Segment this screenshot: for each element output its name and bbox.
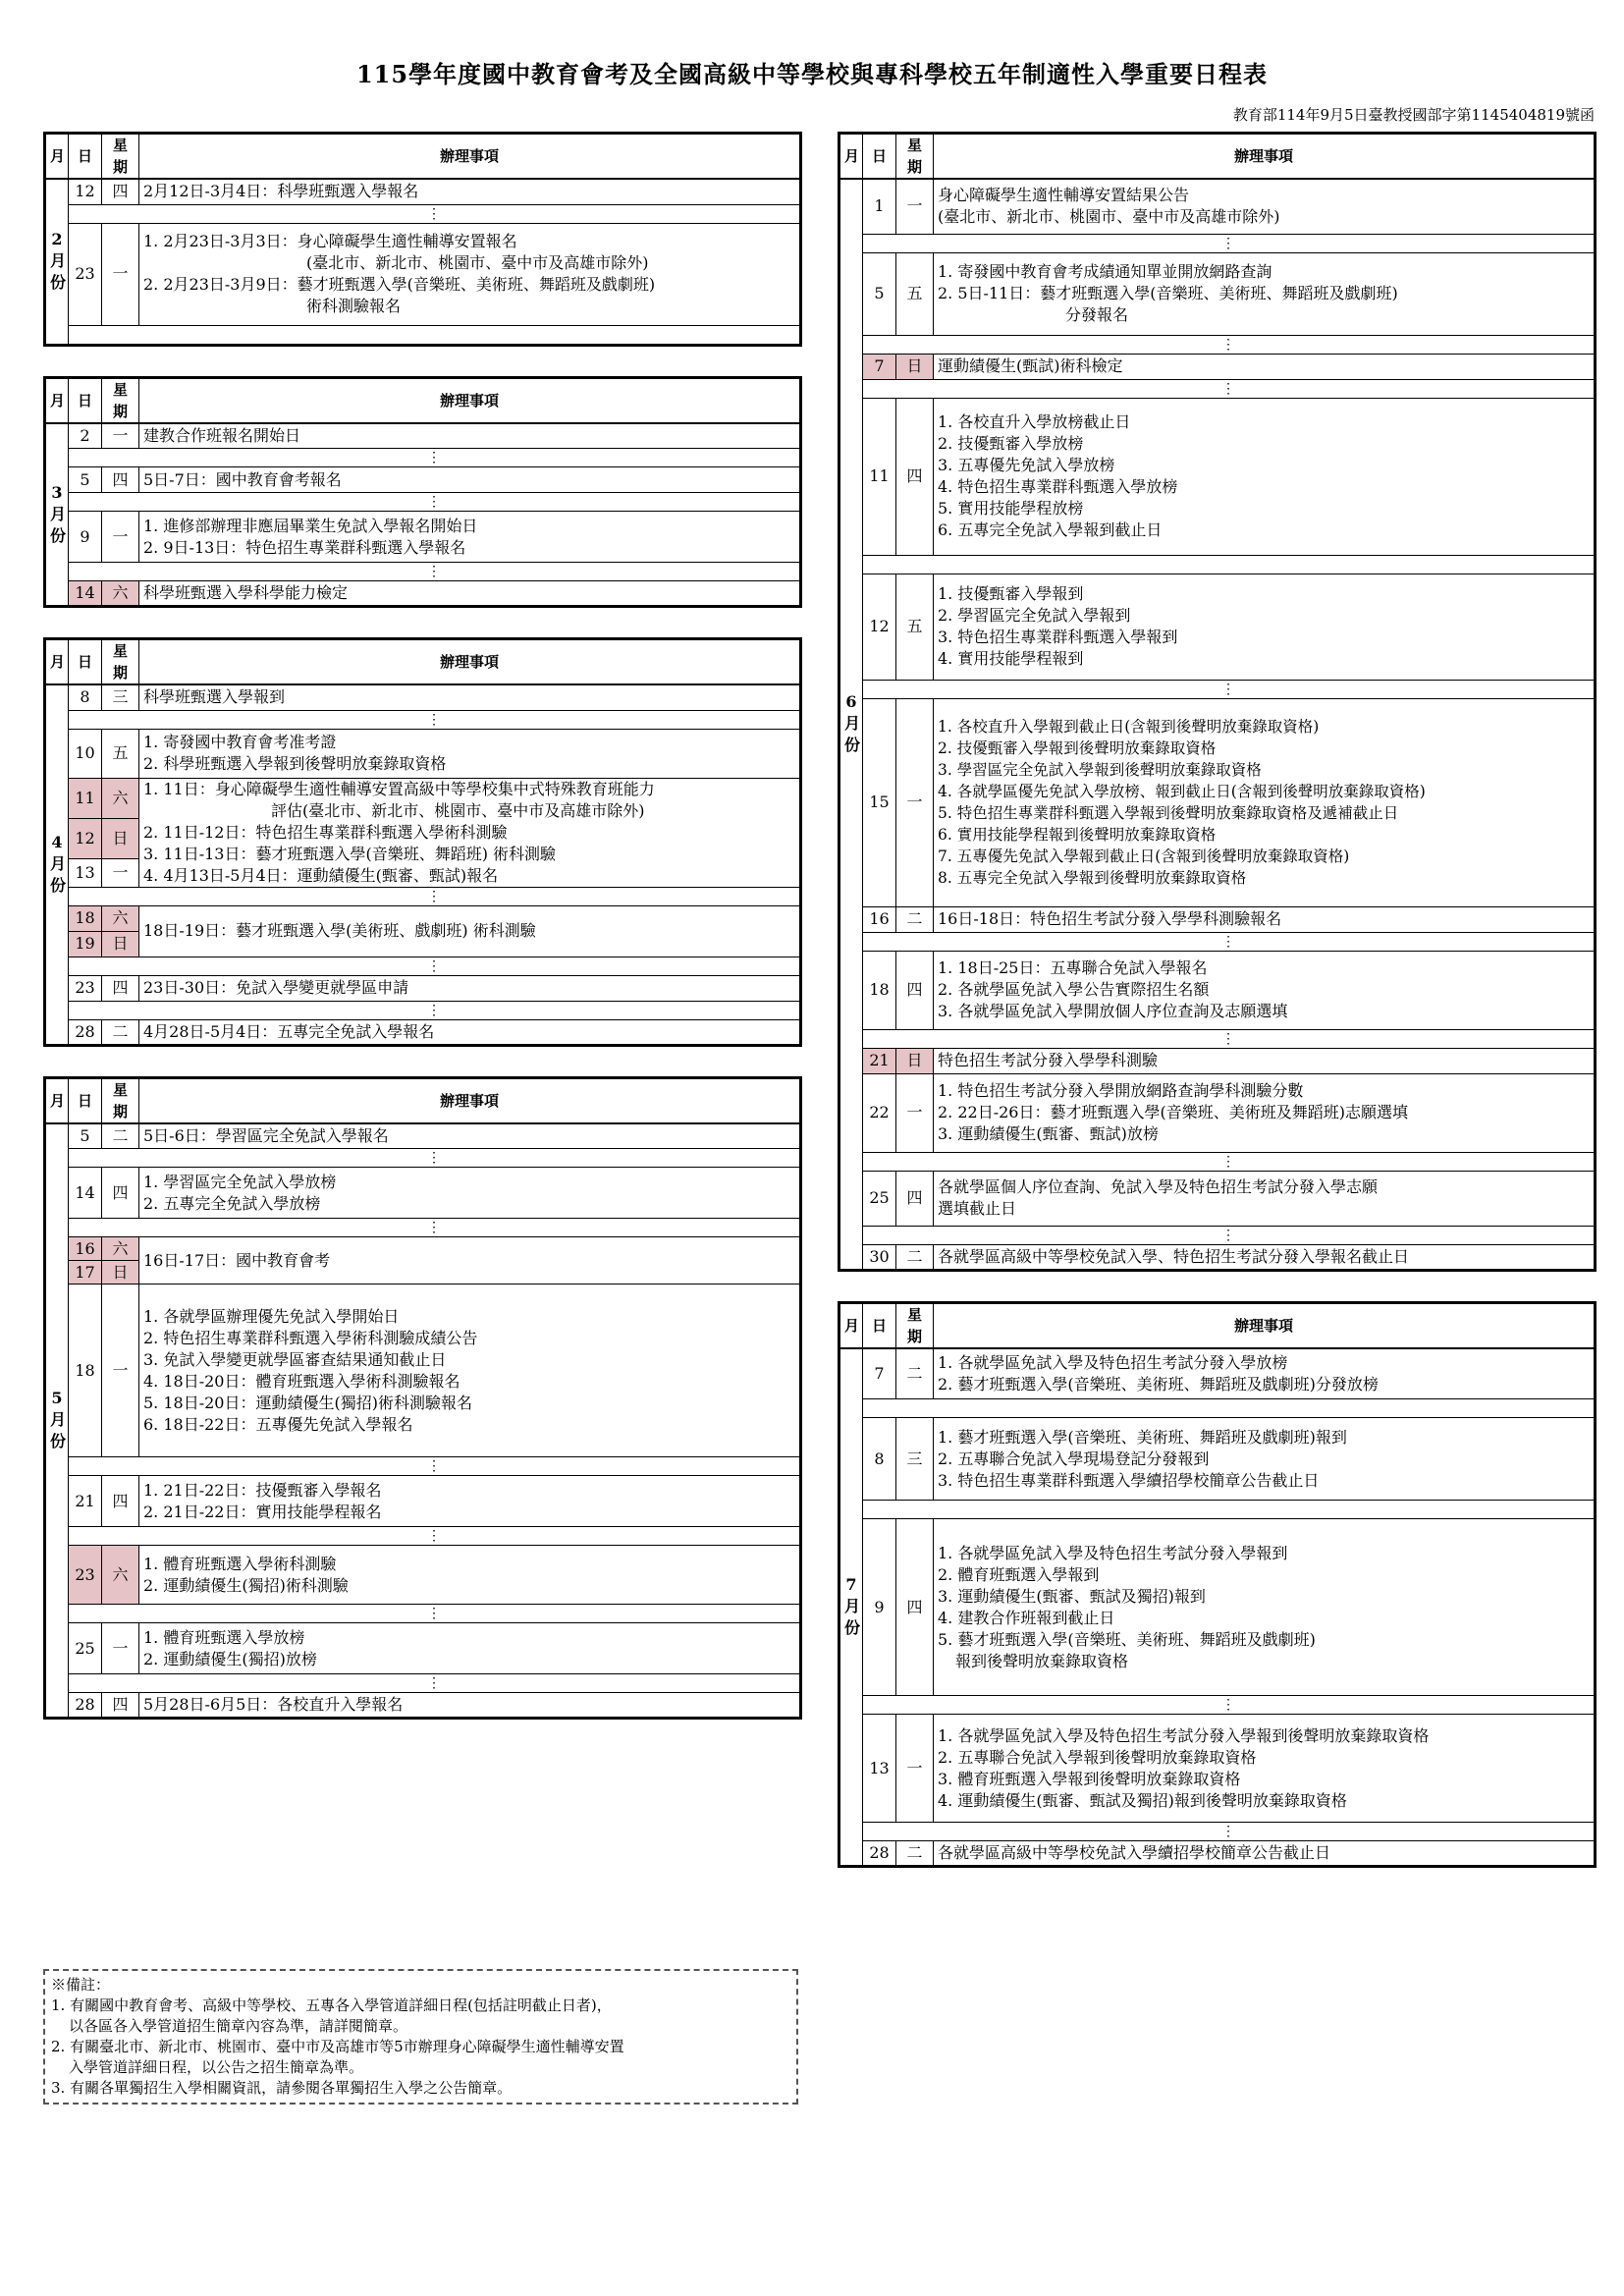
schedule-item: 1. 各就學區辦理優先免試入學開始日 2. 特色招生專業群科甄選入學術科測驗成績公告 3. 免試入學變更就學區審查結果通知截止日 4. 18日-20日：體育班甄選入學術科測驗報名 5. 18日-20日：運動績優生(獨招)術科測驗報名 6. 18日-22日：五專優先免試入學報名 <box>139 1285 801 1457</box>
gap-marker: ⋮ <box>69 887 801 905</box>
schedule-item: 各就學區個人序位查詢、免試入學及特色招生考試分發入學志願 選填截止日 <box>934 1171 1596 1226</box>
notes-heading: ※備註： <box>51 1976 111 1994</box>
gap-marker: ⋮ <box>69 1001 801 1019</box>
month-label-apr: 4月份 <box>45 684 69 1045</box>
day-cell: 21 <box>69 1476 102 1527</box>
schedule-table-mar <box>43 376 802 609</box>
weekday-cell: 一 <box>102 423 139 449</box>
weekday-cell: 一 <box>102 1623 139 1674</box>
day-cell: 5 <box>863 252 896 335</box>
weekday-cell-holiday: 六 <box>102 1237 139 1261</box>
day-cell: 13 <box>863 1715 896 1823</box>
gap-marker: ⋮ <box>69 1457 801 1476</box>
day-cell: 13 <box>69 858 102 887</box>
weekday-cell: 四 <box>102 1476 139 1527</box>
day-cell: 1 <box>863 179 896 234</box>
header-weekday: 星期 <box>896 1302 934 1348</box>
day-cell: 9 <box>863 1519 896 1696</box>
gap-marker: ⋮ <box>863 1823 1596 1841</box>
day-cell: 12 <box>863 574 896 680</box>
weekday-cell-holiday: 六 <box>102 905 139 931</box>
schedule-item: 1. 各校直升入學報到截止日(含報到後聲明放棄錄取資格) 2. 技優甄審入學報到後聲明放棄錄取資格 3. 學習區完全免試入學報到後聲明放棄錄取資格 4. 各就學區優先免試入學放榜、報到截止日(含報到後聲明放棄錄取資格) 5. 特色招生專業群科甄選入學報到後聲明放棄錄取資格及遞補截止日 6. 實用技能學程報到後聲明放棄錄取資格 7. 五專優先免試入學報到截止日(含報到後聲明放棄錄取資格) 8. 五專完全免試入學報到後聲明放棄錄取資格 <box>934 698 1596 906</box>
schedule-item: 16日-18日：特色招生考試分發入學學科測驗報名 <box>934 906 1596 932</box>
note-item: 入學管道詳細日程，以公告之招生簡章為準。 <box>69 2058 364 2076</box>
weekday-cell-holiday: 六 <box>102 581 139 607</box>
weekday-cell: 二 <box>896 1244 934 1270</box>
schedule-item: 2月12日-3月4日：科學班甄選入學報名 <box>139 179 801 204</box>
header-item: 辦理事項 <box>934 134 1596 180</box>
gap-marker: ⋮ <box>863 1696 1596 1715</box>
schedule-item: 23日-30日：免試入學變更就學區申請 <box>139 975 801 1001</box>
header-month: 月 <box>45 377 69 423</box>
day-cell-holiday: 11 <box>69 778 102 818</box>
weekday-cell: 四 <box>102 467 139 493</box>
gap-marker: ⋮ <box>69 449 801 467</box>
schedule-table-jun <box>838 132 1597 1272</box>
month-label-mar: 3月份 <box>45 423 69 607</box>
schedule-item: 1. 各校直升入學放榜截止日 2. 技優甄審入學放榜 3. 五專優先免試入學放榜 4. 特色招生專業群科甄選入學放榜 5. 實用技能學程放榜 6. 五專完全免試入學報到截止日 <box>934 398 1596 555</box>
month-label-feb: 2月份 <box>45 179 69 345</box>
gap-marker: ⋮ <box>863 379 1596 398</box>
schedule-item: 1. 寄發國中教育會考准考證 2. 科學班甄選入學報到後聲明放棄錄取資格 <box>139 729 801 778</box>
header-item: 辦理事項 <box>139 639 801 685</box>
header-weekday: 星期 <box>102 639 139 685</box>
schedule-item: 5月28日-6月5日：各校直升入學報名 <box>139 1693 801 1719</box>
weekday-cell-holiday: 日 <box>102 818 139 858</box>
weekday-cell: 一 <box>102 1285 139 1457</box>
schedule-item: 16日-17日：國中教育會考 <box>139 1237 801 1285</box>
gap-marker: ⋮ <box>863 1226 1596 1244</box>
weekday-cell: 四 <box>896 398 934 555</box>
schedule-item: 1. 2月23日-3月3日：身心障礙學生適性輔導安置報名 (臺北市、新北市、桃園市、臺中市及高雄市除外) 2. 2月23日-3月9日：藝才班甄選入學(音樂班、美術班、舞蹈班及戲劇班) 術科測驗報名 <box>139 223 801 325</box>
schedule-item: 特色招生考試分發入學學科測驗 <box>934 1048 1596 1073</box>
header-day: 日 <box>69 134 102 180</box>
day-cell: 16 <box>863 906 896 932</box>
schedule-table-apr <box>43 637 802 1047</box>
schedule-item: 1. 各就學區免試入學及特色招生考試分發入學報到 2. 體育班甄選入學報到 3. 運動績優生(甄審、甄試及獨招)報到 4. 建教合作班報到截止日 5. 藝才班甄選入學(音樂班、美術班、舞蹈班及戲劇班) 報到後聲明放棄錄取資格 <box>934 1519 1596 1696</box>
day-cell: 22 <box>863 1073 896 1152</box>
schedule-item: 1. 技優甄審入學報到 2. 學習區完全免試入學報到 3. 特色招生專業群科甄選入學報到 4. 實用技能學程報到 <box>934 574 1596 680</box>
schedule-table-jul <box>838 1301 1597 1869</box>
weekday-cell: 四 <box>102 1693 139 1719</box>
day-cell: 30 <box>863 1244 896 1270</box>
weekday-cell-holiday: 日 <box>102 931 139 957</box>
weekday-cell: 四 <box>896 1171 934 1226</box>
schedule-item: 1. 各就學區免試入學及特色招生考試分發入學放榜 2. 藝才班甄選入學(音樂班、美術班、舞蹈班及戲劇班)分發放榜 <box>934 1348 1596 1399</box>
weekday-cell: 二 <box>896 906 934 932</box>
left-column <box>43 132 802 1720</box>
weekday-cell-holiday: 六 <box>102 778 139 818</box>
schedule-item: 運動績優生(甄試)術科檢定 <box>934 354 1596 379</box>
gap-marker: ⋮ <box>863 1152 1596 1171</box>
month-label-jun: 6月份 <box>839 179 863 1270</box>
day-cell: 2 <box>69 423 102 449</box>
gap-marker <box>863 1399 1596 1418</box>
weekday-cell: 四 <box>102 975 139 1001</box>
weekday-cell: 二 <box>896 1348 934 1399</box>
day-cell: 5 <box>69 467 102 493</box>
weekday-cell: 一 <box>896 698 934 906</box>
weekday-cell: 五 <box>102 729 139 778</box>
gap-marker: ⋮ <box>863 234 1596 252</box>
weekday-cell-holiday: 六 <box>102 1546 139 1605</box>
gap-marker: ⋮ <box>69 1674 801 1693</box>
schedule-item: 各就學區高級中等學校免試入學續招學校簡章公告截止日 <box>934 1841 1596 1867</box>
day-cell: 8 <box>863 1418 896 1501</box>
header-item: 辦理事項 <box>139 377 801 423</box>
header-weekday: 星期 <box>102 134 139 180</box>
weekday-cell: 二 <box>102 1123 139 1149</box>
gap-marker: ⋮ <box>69 1219 801 1237</box>
weekday-cell-holiday: 日 <box>896 354 934 379</box>
schedule-item: 各就學區高級中等學校免試入學、特色招生考試分發入學報名截止日 <box>934 1244 1596 1270</box>
day-cell: 18 <box>863 951 896 1029</box>
schedule-item: 1. 各就學區免試入學及特色招生考試分發入學報到後聲明放棄錄取資格 2. 五專聯合免試入學報到後聲明放棄錄取資格 3. 體育班甄選入學報到後聲明放棄錄取資格 4. 運動績優生(甄審、甄試及獨招)報到後聲明放棄錄取資格 <box>934 1715 1596 1823</box>
header-month: 月 <box>839 1302 863 1348</box>
note-item: 以各區各入學管道招生簡章內容為準，請詳閱簡章。 <box>69 2017 408 2035</box>
month-label-jul: 7月份 <box>839 1348 863 1867</box>
header-weekday: 星期 <box>896 134 934 180</box>
weekday-cell: 一 <box>896 1073 934 1152</box>
schedule-item: 1. 寄發國中教育會考成績通知單並開放網路查詢 2. 5日-11日：藝才班甄選入學(音樂班、美術班、舞蹈班及戲劇班) 分發報名 <box>934 252 1596 335</box>
day-cell: 28 <box>69 1693 102 1719</box>
right-column <box>838 132 1597 1868</box>
day-cell: 23 <box>69 223 102 325</box>
day-cell-holiday: 19 <box>69 931 102 957</box>
header-month: 月 <box>45 1077 69 1123</box>
gap-marker <box>863 1501 1596 1519</box>
weekday-cell: 二 <box>896 1841 934 1867</box>
weekday-cell: 一 <box>896 179 934 234</box>
day-cell-holiday: 7 <box>863 354 896 379</box>
schedule-item: 1. 特色招生考試分發入學開放網路查詢學科測驗分數 2. 22日-26日：藝才班甄選入學(音樂班、美術班及舞蹈班)志願選填 3. 運動績優生(甄審、甄試)放榜 <box>934 1073 1596 1152</box>
header-item: 辦理事項 <box>139 1077 801 1123</box>
header-item: 辦理事項 <box>139 134 801 180</box>
schedule-item: 科學班甄選入學報到 <box>139 684 801 710</box>
header-day: 日 <box>69 377 102 423</box>
gap-marker: ⋮ <box>69 493 801 512</box>
header-day: 日 <box>863 1302 896 1348</box>
day-cell: 23 <box>69 975 102 1001</box>
day-cell: 25 <box>863 1171 896 1226</box>
schedule-item: 5日-7日：國中教育會考報名 <box>139 467 801 493</box>
weekday-cell: 三 <box>102 684 139 710</box>
day-cell: 10 <box>69 729 102 778</box>
gap-marker: ⋮ <box>863 1029 1596 1048</box>
header-month: 月 <box>45 639 69 685</box>
schedule-item: 身心障礙學生適性輔導安置結果公告 (臺北市、新北市、桃園市、臺中市及高雄市除外) <box>934 179 1596 234</box>
schedule-table-may <box>43 1076 802 1721</box>
day-cell-holiday: 21 <box>863 1048 896 1073</box>
weekday-cell-holiday: 日 <box>896 1048 934 1073</box>
day-cell-holiday: 16 <box>69 1237 102 1261</box>
header-day: 日 <box>863 134 896 180</box>
day-cell-holiday: 18 <box>69 905 102 931</box>
header-weekday: 星期 <box>102 377 139 423</box>
weekday-cell: 一 <box>896 1715 934 1823</box>
gap-marker: ⋮ <box>863 680 1596 698</box>
gap-marker: ⋮ <box>863 335 1596 354</box>
weekday-cell: 四 <box>896 1519 934 1696</box>
schedule-item: 建教合作班報名開始日 <box>139 423 801 449</box>
day-cell: 11 <box>863 398 896 555</box>
weekday-cell: 四 <box>102 1168 139 1219</box>
gap-marker: ⋮ <box>69 710 801 729</box>
gap-marker <box>69 325 801 345</box>
gap-marker: ⋮ <box>69 563 801 581</box>
document-number: 教育部114年9月5日臺教授國部字第1145404819號函 <box>1232 106 1595 124</box>
weekday-cell: 二 <box>102 1019 139 1045</box>
note-item: 3. 有關各單獨招生入學相關資訊，請參閱各單獨招生入學之公告簡章。 <box>51 2079 513 2097</box>
schedule-item: 1. 體育班甄選入學放榜 2. 運動績優生(獨招)放榜 <box>139 1623 801 1674</box>
schedule-item: 1. 進修部辦理非應屆畢業生免試入學報名開始日 2. 9日-13日：特色招生專業群科甄選入學報名 <box>139 512 801 563</box>
day-cell: 7 <box>863 1348 896 1399</box>
weekday-cell: 五 <box>896 574 934 680</box>
weekday-cell-holiday: 日 <box>102 1261 139 1285</box>
schedule-item: 1. 體育班甄選入學術科測驗 2. 運動績優生(獨招)術科測驗 <box>139 1546 801 1605</box>
day-cell: 15 <box>863 698 896 906</box>
weekday-cell: 四 <box>896 951 934 1029</box>
schedule-item: 18日-19日：藝才班甄選入學(美術班、戲劇班) 術科測驗 <box>139 905 801 957</box>
day-cell: 9 <box>69 512 102 563</box>
day-cell: 28 <box>69 1019 102 1045</box>
page-title: 115學年度國中教育會考及全國高級中等學校與專科學校五年制適性入學重要日程表 <box>355 60 1269 88</box>
schedule-table-feb <box>43 132 802 347</box>
weekday-cell: 三 <box>896 1418 934 1501</box>
header-month: 月 <box>45 134 69 180</box>
day-cell: 8 <box>69 684 102 710</box>
gap-marker: ⋮ <box>69 957 801 975</box>
schedule-item: 5日-6日：學習區完全免試入學報名 <box>139 1123 801 1149</box>
day-cell: 25 <box>69 1623 102 1674</box>
weekday-cell: 一 <box>102 223 139 325</box>
day-cell: 5 <box>69 1123 102 1149</box>
schedule-item: 1. 藝才班甄選入學(音樂班、美術班、舞蹈班及戲劇班)報到 2. 五專聯合免試入學現場登記分發報到 3. 特色招生專業群科甄選入學續招學校簡章公告截止日 <box>934 1418 1596 1501</box>
header-weekday: 星期 <box>102 1077 139 1123</box>
schedule-item: 1. 11日：身心障礙學生適性輔導安置高級中等學校集中式特殊教育班能力 評估(臺北市、新北市、桃園市、臺中市及高雄市除外) 2. 11日-12日：特色招生專業群科甄選入學術科測驗 3. 11日-13日：藝才班甄選入學(音樂班、舞蹈班) 術科測驗 4. 4月13日-5月4日：運動績優生(甄審、甄試)報名 <box>139 778 801 887</box>
gap-marker: ⋮ <box>863 932 1596 951</box>
day-cell-holiday: 14 <box>69 581 102 607</box>
schedule-item: 1. 學習區完全免試入學放榜 2. 五專完全免試入學放榜 <box>139 1168 801 1219</box>
header-day: 日 <box>69 1077 102 1123</box>
day-cell: 12 <box>69 179 102 204</box>
gap-marker: ⋮ <box>69 204 801 223</box>
header-item: 辦理事項 <box>934 1302 1596 1348</box>
note-item: 1. 有關國中教育會考、高級中等學校、五專各入學管道詳細日程(包括註明截止日者)， <box>51 1996 612 2014</box>
weekday-cell: 五 <box>896 252 934 335</box>
header-month: 月 <box>839 134 863 180</box>
weekday-cell: 一 <box>102 512 139 563</box>
schedule-item: 1. 21日-22日：技優甄審入學報名 2. 21日-22日：實用技能學程報名 <box>139 1476 801 1527</box>
schedule-item: 科學班甄選入學科學能力檢定 <box>139 581 801 607</box>
gap-marker: ⋮ <box>69 1149 801 1168</box>
gap-marker <box>863 555 1596 574</box>
header-day: 日 <box>69 639 102 685</box>
day-cell-holiday: 23 <box>69 1546 102 1605</box>
weekday-cell: 一 <box>102 858 139 887</box>
gap-marker: ⋮ <box>69 1527 801 1546</box>
month-label-may: 5月份 <box>45 1123 69 1719</box>
gap-marker: ⋮ <box>69 1605 801 1623</box>
schedule-item: 1. 18日-25日：五專聯合免試入學報名 2. 各就學區免試入學公告實際招生名額 3. 各就學區免試入學開放個人序位查詢及志願選填 <box>934 951 1596 1029</box>
day-cell: 14 <box>69 1168 102 1219</box>
day-cell: 28 <box>863 1841 896 1867</box>
day-cell: 18 <box>69 1285 102 1457</box>
notes-box <box>43 1969 798 2105</box>
schedule-item: 4月28日-5月4日：五專完全免試入學報名 <box>139 1019 801 1045</box>
note-item: 2. 有關臺北市、新北市、桃園市、臺中市及高雄市等5市辦理身心障礙學生適性輔導安置 <box>51 2038 624 2055</box>
day-cell-holiday: 12 <box>69 818 102 858</box>
day-cell-holiday: 17 <box>69 1261 102 1285</box>
weekday-cell: 四 <box>102 179 139 204</box>
